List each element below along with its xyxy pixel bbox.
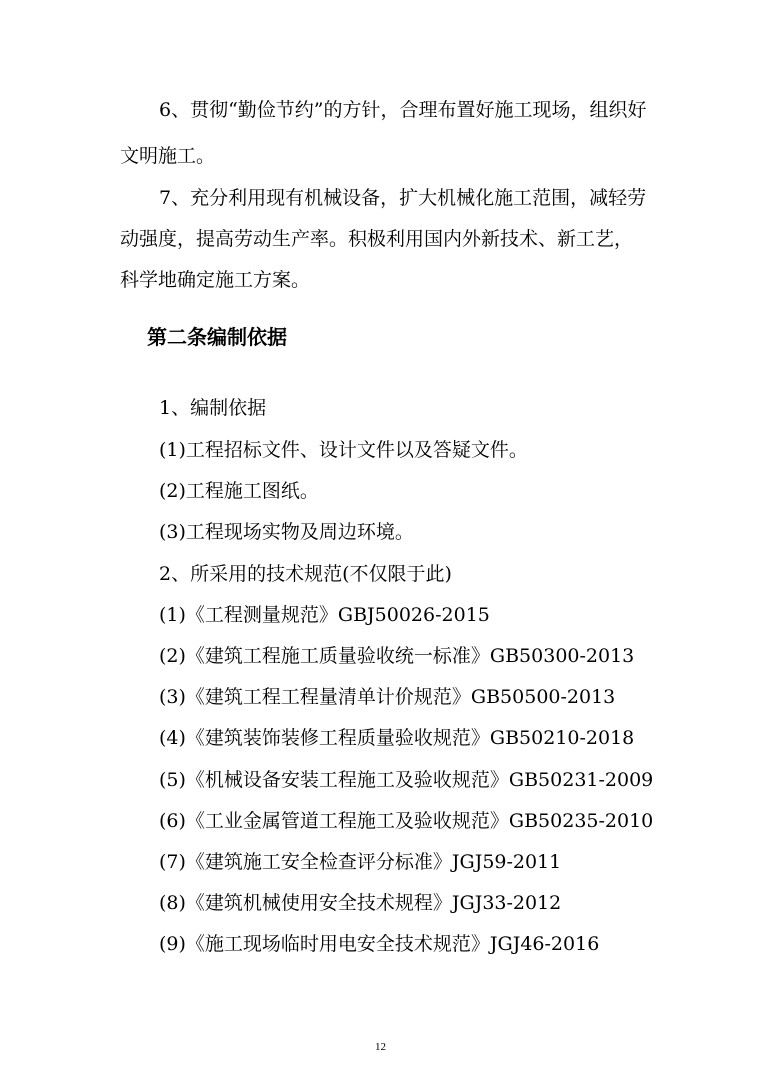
basis-item: (1)工程招标文件、设计文件以及答疑文件。 — [159, 439, 528, 461]
standard-item: (4)《建筑装饰装修工程质量验收规范》GB50210-2018 — [159, 727, 635, 749]
basis-item: (2)工程施工图纸。 — [159, 480, 319, 502]
standard-item: (2)《建筑工程施工质量验收统一标准》GB50300-2013 — [159, 645, 635, 667]
basis-item: (3)工程现场实物及周边环境。 — [159, 521, 414, 543]
p6-line-1: 6、贯彻“勤俭节约”的方针，合理布置好施工现场，组织好 — [159, 99, 647, 121]
standards-heading: 2、所采用的技术规范(不仅限于此) — [159, 563, 452, 585]
standard-item: (1)《工程测量规范》GBJ50026-2015 — [159, 604, 490, 626]
page-number: 12 — [375, 1041, 386, 1053]
basis-heading: 1、编制依据 — [159, 397, 267, 419]
p7-line-3: 科学地确定施工方案。 — [120, 269, 311, 291]
standard-item: (5)《机械设备安装工程施工及验收规范》GB50231-2009 — [159, 769, 654, 791]
p7-line-1: 7、充分利用现有机械设备，扩大机械化施工范围，减轻劳 — [159, 187, 647, 209]
standard-item: (9)《施工现场临时用电安全技术规范》JGJ46-2016 — [159, 933, 600, 955]
p6-line-2: 文明施工。 — [120, 145, 216, 167]
standard-item: (7)《建筑施工安全检查评分标准》JGJ59-2011 — [159, 851, 562, 873]
section-title: 第二条编制依据 — [147, 325, 287, 349]
p7-line-2: 动强度，提高劳动生产率。积极利用国内外新技术、新工艺， — [120, 228, 634, 250]
standard-item: (8)《建筑机械使用安全技术规程》JGJ33-2012 — [159, 892, 562, 914]
standard-item: (3)《建筑工程工程量清单计价规范》GB50500-2013 — [159, 686, 616, 708]
standard-item: (6)《工业金属管道工程施工及验收规范》GB50235-2010 — [159, 810, 654, 832]
